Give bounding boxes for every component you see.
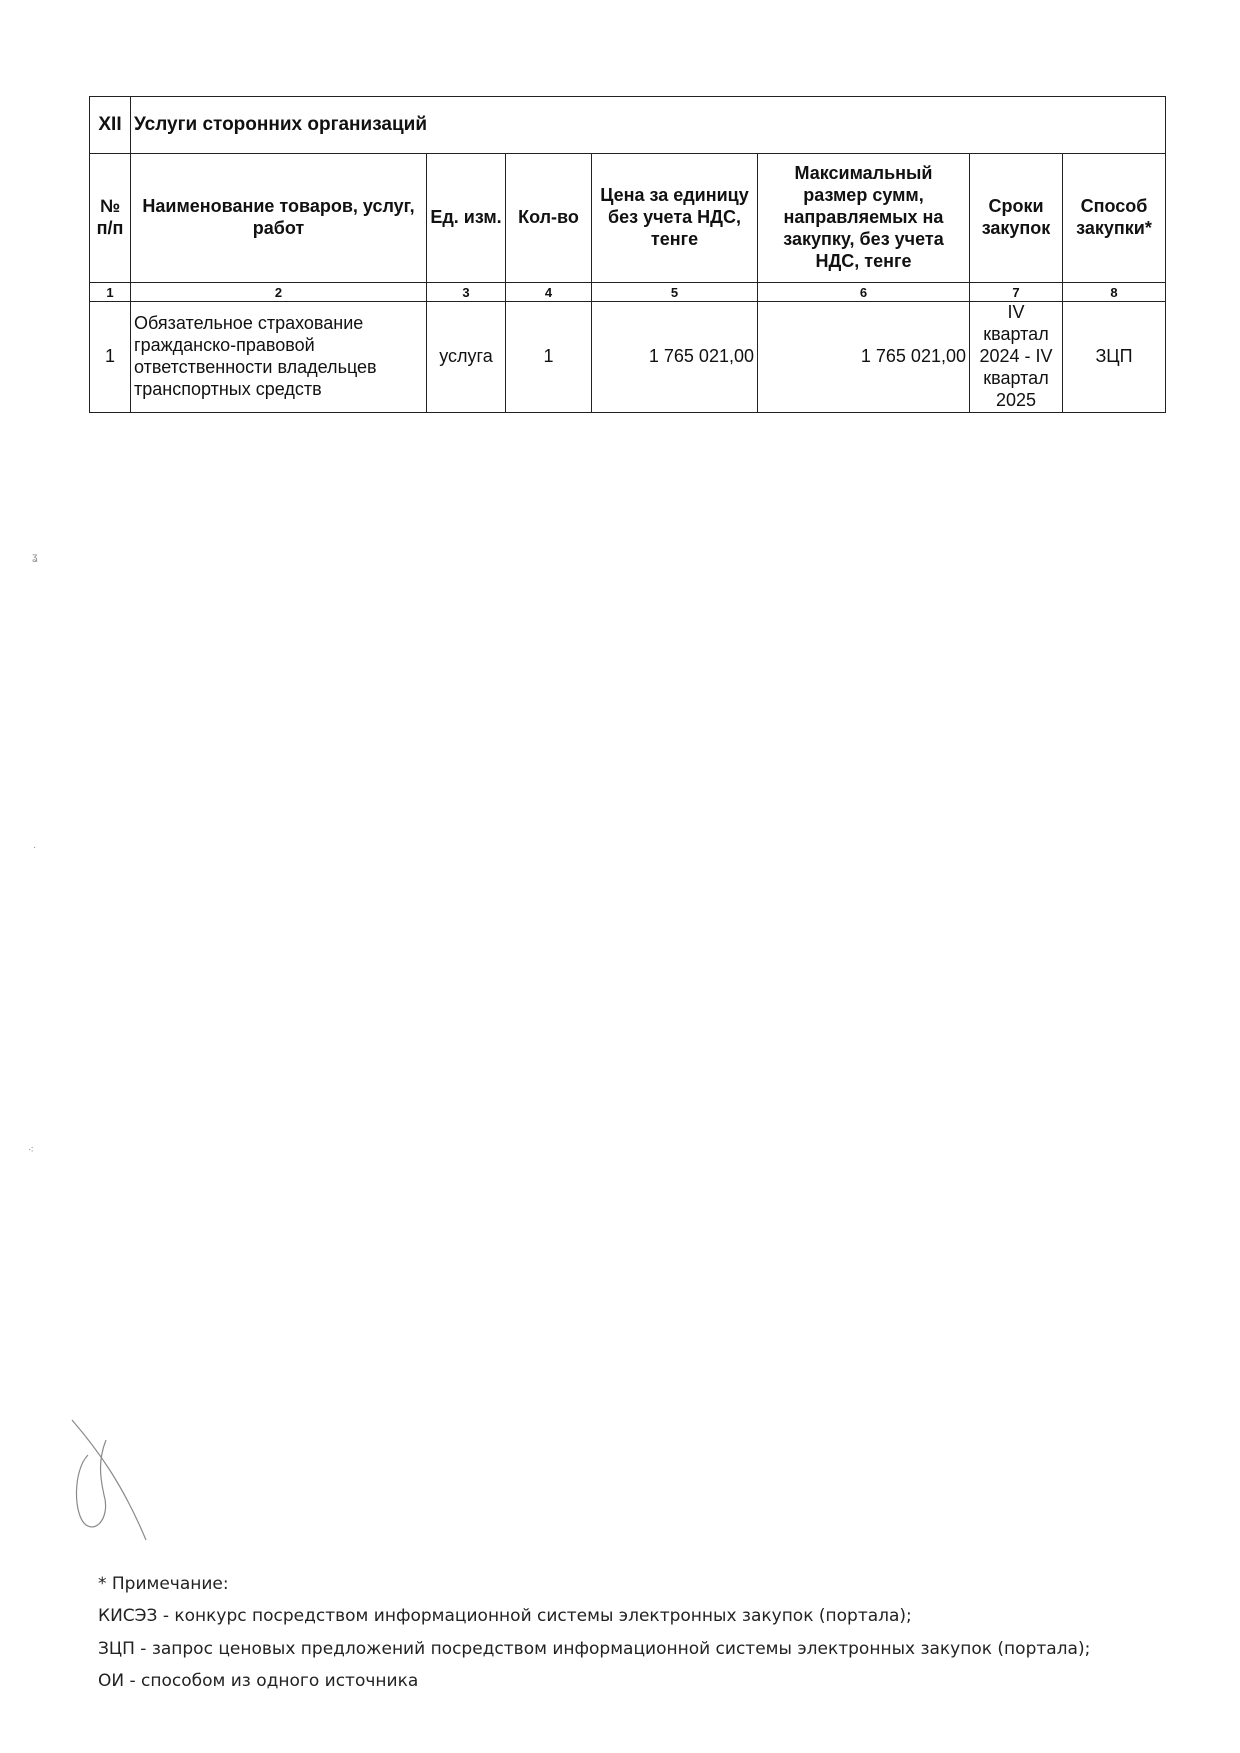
row-unit-price: 1 765 021,00 (592, 302, 758, 413)
column-index: 8 (1063, 283, 1166, 302)
column-index: 5 (592, 283, 758, 302)
section-number: XII (90, 97, 131, 154)
column-index: 4 (506, 283, 592, 302)
table-row (90, 302, 1166, 413)
row-method: ЗЦП (1063, 302, 1166, 413)
column-header-number: № п/п (90, 154, 131, 283)
column-index: 6 (758, 283, 970, 302)
footnote (98, 1568, 1090, 1697)
column-header-unit-price: Цена за единицу без учета НДС, тенге (592, 154, 758, 283)
column-index: 2 (131, 283, 427, 302)
column-index: 1 (90, 283, 131, 302)
scan-mark: ʓ (32, 552, 38, 563)
column-header-method: Способ закупки* (1063, 154, 1166, 283)
row-unit: услуга (427, 302, 506, 413)
footnote-heading: * Примечание: (98, 1574, 229, 1594)
signature (68, 1415, 168, 1545)
footnote-line: КИСЭЗ - конкурс посредством информационной системы электронных закупок (портала); (98, 1606, 912, 1627)
row-number: 1 (90, 302, 131, 413)
column-header-quantity: Кол-во (506, 154, 592, 283)
scan-mark: ⁖ (28, 1145, 34, 1156)
footnote-line: ЗЦП - запрос ценовых предложений посредством информационной системы электронных закупок (портала); (98, 1638, 1091, 1659)
column-index-row (90, 283, 1166, 302)
section-title: Услуги сторонних организаций (131, 97, 1166, 154)
header-row (90, 154, 1166, 283)
column-index: 3 (427, 283, 506, 302)
column-index: 7 (970, 283, 1063, 302)
row-period: IV квартал 2024 - IV квартал 2025 (970, 302, 1063, 413)
procurement-table (89, 96, 1166, 413)
scan-mark: · (33, 842, 37, 853)
row-max-sum: 1 765 021,00 (758, 302, 970, 413)
column-header-unit: Ед. изм. (427, 154, 506, 283)
row-quantity: 1 (506, 302, 592, 413)
footnote-line: ОИ - способом из одного источника (98, 1670, 419, 1691)
section-row (90, 97, 1166, 154)
row-name: Обязательное страхование гражданско-правовой ответственности владельцев транспортных средств (131, 302, 427, 413)
column-header-max-sum: Максимальный размер сумм, направляемых на закупку, без учета НДС, тенге (758, 154, 970, 283)
column-header-period: Сроки закупок (970, 154, 1063, 283)
column-header-name: Наименование товаров, услуг, работ (131, 154, 427, 283)
